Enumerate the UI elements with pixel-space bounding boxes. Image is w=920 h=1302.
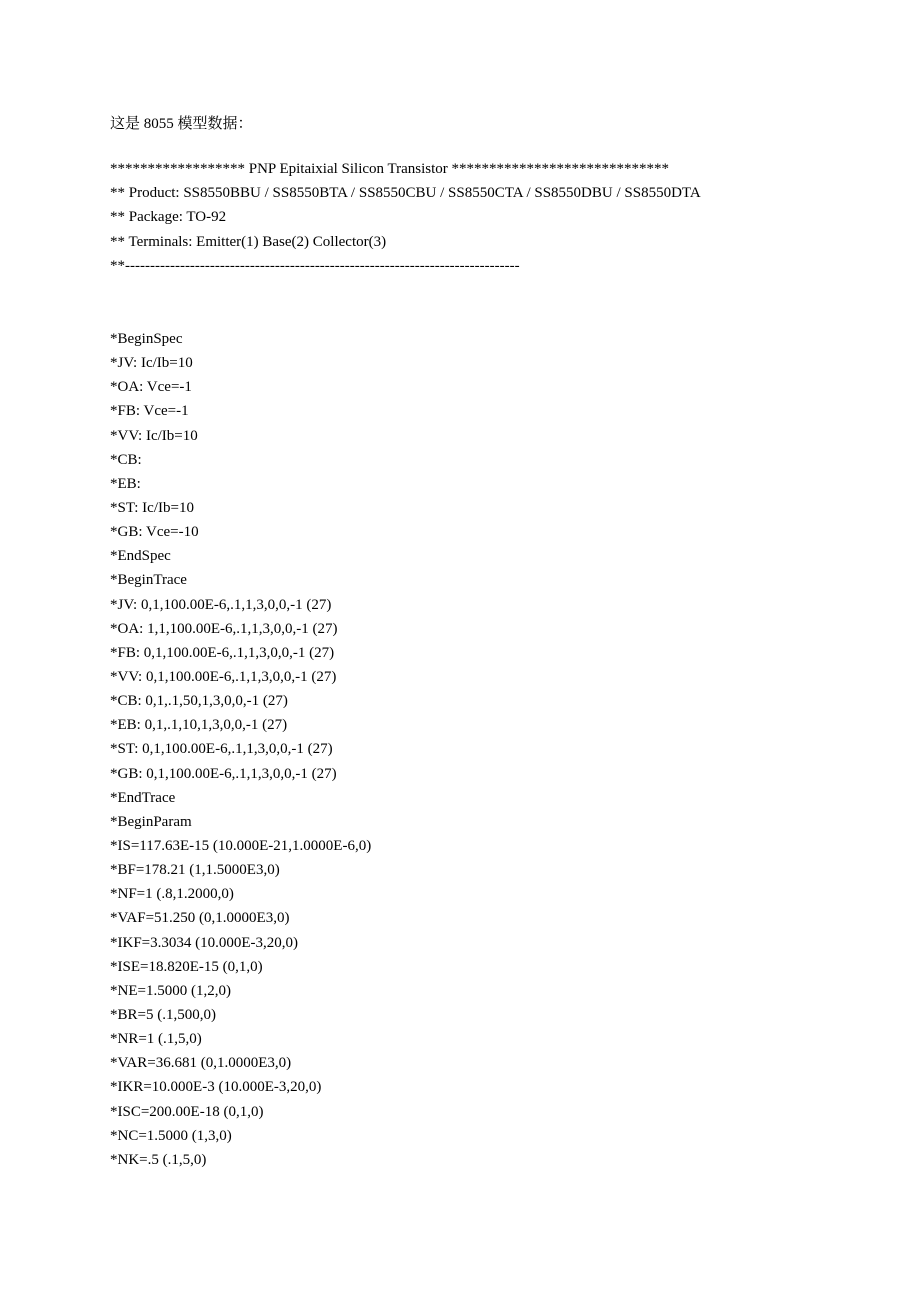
model-line: *EndSpec xyxy=(110,548,171,565)
model-line: *FB: 0,1,100.00E-6,.1,1,3,0,0,-1 (27) xyxy=(110,644,335,661)
model-line: *NC=1.5000 (1,3,0) xyxy=(110,1127,232,1144)
model-line: *EB: xyxy=(110,475,141,492)
model-line: *VAR=36.681 (0,1.0000E3,0) xyxy=(110,1055,292,1072)
model-line: *NR=1 (.1,5,0) xyxy=(110,1031,202,1048)
model-spec-block xyxy=(110,327,371,1172)
model-line: *CB: 0,1,.1,50,1,3,0,0,-1 (27) xyxy=(110,693,288,710)
model-line: *IKR=10.000E-3 (10.000E-3,20,0) xyxy=(110,1079,322,1096)
header-line-product: ** Product: SS8550BBU / SS8550BTA / SS8550CBU / SS8550CTA / SS8550DBU / SS8550DTA xyxy=(110,185,701,202)
model-line: *GB: 0,1,100.00E-6,.1,1,3,0,0,-1 (27) xyxy=(110,765,337,782)
model-line: *JV: Ic/Ib=10 xyxy=(110,355,193,372)
intro-text: 这是 8055 模型数据： xyxy=(110,116,253,132)
header-line-terminals: ** Terminals: Emitter(1) Base(2) Collector(3) xyxy=(110,233,387,250)
model-line: *JV: 0,1,100.00E-6,.1,1,3,0,0,-1 (27) xyxy=(110,596,332,613)
model-line: *ST: 0,1,100.00E-6,.1,1,3,0,0,-1 (27) xyxy=(110,741,333,758)
model-line: *BeginTrace xyxy=(110,572,187,589)
model-line: *BF=178.21 (1,1.5000E3,0) xyxy=(110,862,280,879)
model-line: *OA: Vce=-1 xyxy=(110,379,192,396)
model-line: *IS=117.63E-15 (10.000E-21,1.0000E-6,0) xyxy=(110,837,372,854)
model-line: *IKF=3.3034 (10.000E-3,20,0) xyxy=(110,934,299,951)
model-line: *ISE=18.820E-15 (0,1,0) xyxy=(110,958,263,975)
header-line-title: ****************** PNP Epitaixial Silicon Transistor ***************************** xyxy=(110,161,670,177)
model-line: *ISC=200.00E-18 (0,1,0) xyxy=(110,1103,264,1120)
model-line: *BeginSpec xyxy=(110,331,183,347)
model-line: *NK=.5 (.1,5,0) xyxy=(110,1151,207,1168)
model-line: *NF=1 (.8,1.2000,0) xyxy=(110,886,234,903)
model-line: *VV: 0,1,100.00E-6,.1,1,3,0,0,-1 (27) xyxy=(110,668,337,685)
model-line: *BeginParam xyxy=(110,813,192,830)
model-line: *OA: 1,1,100.00E-6,.1,1,3,0,0,-1 (27) xyxy=(110,620,338,637)
model-line: *EndTrace xyxy=(110,789,176,806)
model-line: *VAF=51.250 (0,1.0000E3,0) xyxy=(110,910,290,927)
model-header xyxy=(110,157,701,278)
model-line: *CB: xyxy=(110,451,142,468)
model-line: *NE=1.5000 (1,2,0) xyxy=(110,982,231,999)
header-line-package: ** Package: TO-92 xyxy=(110,209,227,226)
model-line: *BR=5 (.1,500,0) xyxy=(110,1006,216,1023)
model-line: *GB: Vce=-10 xyxy=(110,524,199,541)
header-line-separator: **------------------------------------------------------------------------------- xyxy=(110,257,520,274)
model-line: *EB: 0,1,.1,10,1,3,0,0,-1 (27) xyxy=(110,717,288,734)
model-line: *VV: Ic/Ib=10 xyxy=(110,427,198,444)
model-line: *FB: Vce=-1 xyxy=(110,403,189,420)
model-line: *ST: Ic/Ib=10 xyxy=(110,499,194,516)
